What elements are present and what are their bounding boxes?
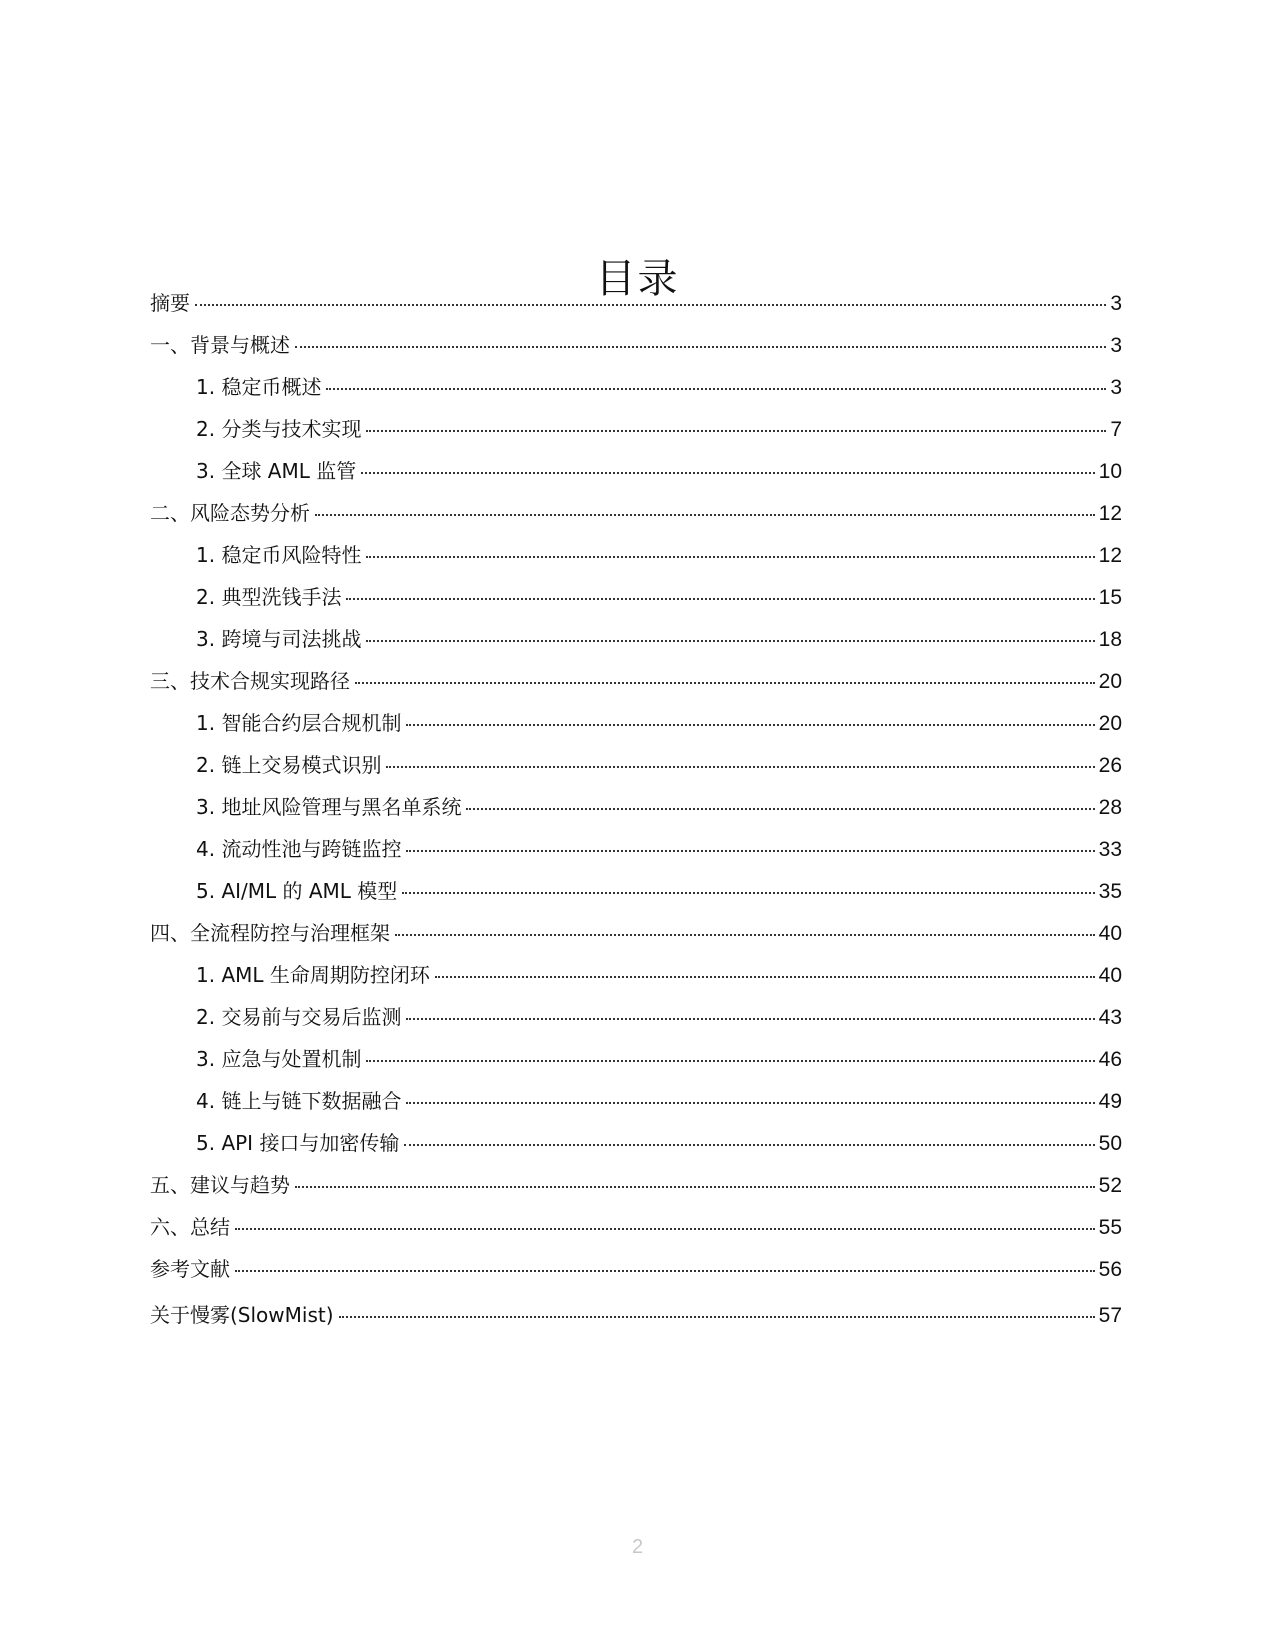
toc-entry-page-number: 20 bbox=[1098, 670, 1122, 693]
dot-leader bbox=[235, 1270, 1095, 1272]
dot-leader bbox=[404, 1144, 1094, 1146]
toc-entry[interactable] bbox=[150, 288, 1122, 330]
toc-entry[interactable] bbox=[150, 792, 1122, 834]
toc-entry-page-number: 35 bbox=[1098, 880, 1122, 903]
toc-entry-title: 3. 地址风险管理与黑名单系统 bbox=[196, 795, 462, 819]
dot-leader bbox=[386, 766, 1094, 768]
toc-entry[interactable] bbox=[150, 624, 1122, 666]
dot-leader bbox=[355, 682, 1095, 684]
dot-leader bbox=[295, 1186, 1095, 1188]
dot-leader bbox=[435, 976, 1095, 978]
toc-entry-page-number: 3 bbox=[1110, 376, 1122, 399]
dot-leader bbox=[235, 1228, 1095, 1230]
toc-entry-title: 一、背景与概述 bbox=[150, 333, 290, 357]
toc-entry[interactable] bbox=[150, 498, 1122, 540]
table-of-contents bbox=[150, 288, 1122, 1342]
toc-entry-page-number: 12 bbox=[1098, 544, 1122, 567]
toc-title: 目录 bbox=[595, 255, 680, 302]
toc-entry-page-number: 56 bbox=[1098, 1258, 1122, 1281]
toc-entry-title: 4. 链上与链下数据融合 bbox=[196, 1089, 402, 1113]
dot-leader bbox=[346, 598, 1094, 600]
toc-entry-page-number: 10 bbox=[1098, 460, 1122, 483]
dot-leader bbox=[466, 808, 1094, 810]
toc-entry[interactable] bbox=[150, 666, 1122, 708]
toc-entry-title: 三、技术合规实现路径 bbox=[150, 669, 350, 693]
toc-entry[interactable] bbox=[150, 1128, 1122, 1170]
toc-entry-title: 2. 交易前与交易后监测 bbox=[196, 1005, 402, 1029]
toc-entry-title: 5. AI/ML 的 AML 模型 bbox=[196, 879, 398, 903]
toc-entry[interactable] bbox=[150, 1212, 1122, 1254]
dot-leader bbox=[402, 892, 1094, 894]
toc-entry-page-number: 28 bbox=[1098, 796, 1122, 819]
toc-entry-title: 参考文献 bbox=[150, 1257, 230, 1281]
toc-entry[interactable] bbox=[150, 1254, 1122, 1296]
dot-leader bbox=[406, 724, 1094, 726]
toc-entry-title: 1. 稳定币风险特性 bbox=[196, 543, 362, 567]
toc-entry-title: 四、全流程防控与治理框架 bbox=[150, 921, 390, 945]
toc-entry-page-number: 46 bbox=[1098, 1048, 1122, 1071]
toc-entry-title: 1. AML 生命周期防控闭环 bbox=[196, 963, 430, 987]
toc-entry-page-number: 50 bbox=[1098, 1132, 1122, 1155]
toc-entry[interactable] bbox=[150, 918, 1122, 960]
dot-leader bbox=[406, 1102, 1094, 1104]
toc-entry-page-number: 52 bbox=[1098, 1174, 1122, 1197]
toc-entry-title: 二、风险态势分析 bbox=[150, 501, 310, 525]
toc-entry-title: 4. 流动性池与跨链监控 bbox=[196, 837, 402, 861]
toc-entry-page-number: 15 bbox=[1098, 586, 1122, 609]
toc-entry-page-number: 33 bbox=[1098, 838, 1122, 861]
toc-entry-title: 3. 跨境与司法挑战 bbox=[196, 627, 362, 651]
toc-entry-page-number: 3 bbox=[1110, 292, 1122, 315]
toc-entry-page-number: 12 bbox=[1098, 502, 1122, 525]
dot-leader bbox=[326, 388, 1106, 390]
toc-entry-title: 1. 稳定币概述 bbox=[196, 375, 322, 399]
dot-leader bbox=[366, 430, 1106, 432]
toc-entry-title: 摘要 bbox=[150, 291, 190, 315]
toc-entry[interactable] bbox=[150, 330, 1122, 372]
toc-entry-page-number: 20 bbox=[1098, 712, 1122, 735]
toc-entry[interactable] bbox=[150, 414, 1122, 456]
toc-entry-title: 1. 智能合约层合规机制 bbox=[196, 711, 402, 735]
toc-entry-title: 5. API 接口与加密传输 bbox=[196, 1131, 400, 1155]
dot-leader bbox=[339, 1316, 1095, 1318]
toc-entry[interactable] bbox=[150, 876, 1122, 918]
toc-entry[interactable] bbox=[150, 1170, 1122, 1212]
dot-leader bbox=[366, 640, 1094, 642]
toc-entry-page-number: 18 bbox=[1098, 628, 1122, 651]
toc-entry[interactable] bbox=[150, 960, 1122, 1002]
toc-entry-page-number: 7 bbox=[1110, 418, 1122, 441]
dot-leader bbox=[366, 556, 1094, 558]
dot-leader bbox=[195, 304, 1106, 306]
toc-entry[interactable] bbox=[150, 834, 1122, 876]
toc-entry-page-number: 40 bbox=[1098, 922, 1122, 945]
toc-entry-title: 六、总结 bbox=[150, 1215, 230, 1239]
toc-entry[interactable] bbox=[150, 750, 1122, 792]
toc-entry[interactable] bbox=[150, 1086, 1122, 1128]
toc-entry-title: 五、建议与趋势 bbox=[150, 1173, 290, 1197]
toc-entry-page-number: 49 bbox=[1098, 1090, 1122, 1113]
toc-entry[interactable] bbox=[150, 372, 1122, 414]
dot-leader bbox=[395, 934, 1095, 936]
toc-entry[interactable] bbox=[150, 1044, 1122, 1086]
dot-leader bbox=[366, 1060, 1094, 1062]
dot-leader bbox=[315, 514, 1095, 516]
toc-entry[interactable] bbox=[150, 582, 1122, 624]
toc-entry-title: 3. 全球 AML 监管 bbox=[196, 459, 357, 483]
toc-entry-page-number: 26 bbox=[1098, 754, 1122, 777]
footer-page-number: 2 bbox=[631, 1536, 644, 1558]
toc-entry-page-number: 57 bbox=[1098, 1304, 1122, 1327]
toc-entry[interactable] bbox=[150, 1300, 1122, 1342]
dot-leader bbox=[406, 850, 1094, 852]
toc-entry-page-number: 3 bbox=[1110, 334, 1122, 357]
toc-entry-page-number: 40 bbox=[1098, 964, 1122, 987]
toc-entry[interactable] bbox=[150, 540, 1122, 582]
toc-entry-page-number: 55 bbox=[1098, 1216, 1122, 1239]
dot-leader bbox=[406, 1018, 1094, 1020]
toc-entry[interactable] bbox=[150, 456, 1122, 498]
dot-leader bbox=[295, 346, 1106, 348]
toc-entry-title: 2. 典型洗钱手法 bbox=[196, 585, 342, 609]
toc-entry-title: 关于慢雾(SlowMist) bbox=[150, 1303, 334, 1327]
toc-entry[interactable] bbox=[150, 1002, 1122, 1044]
toc-entry-title: 3. 应急与处置机制 bbox=[196, 1047, 362, 1071]
toc-entry[interactable] bbox=[150, 708, 1122, 750]
toc-entry-page-number: 43 bbox=[1098, 1006, 1122, 1029]
toc-entry-title: 2. 链上交易模式识别 bbox=[196, 753, 382, 777]
toc-entry-title: 2. 分类与技术实现 bbox=[196, 417, 362, 441]
dot-leader bbox=[361, 472, 1094, 474]
